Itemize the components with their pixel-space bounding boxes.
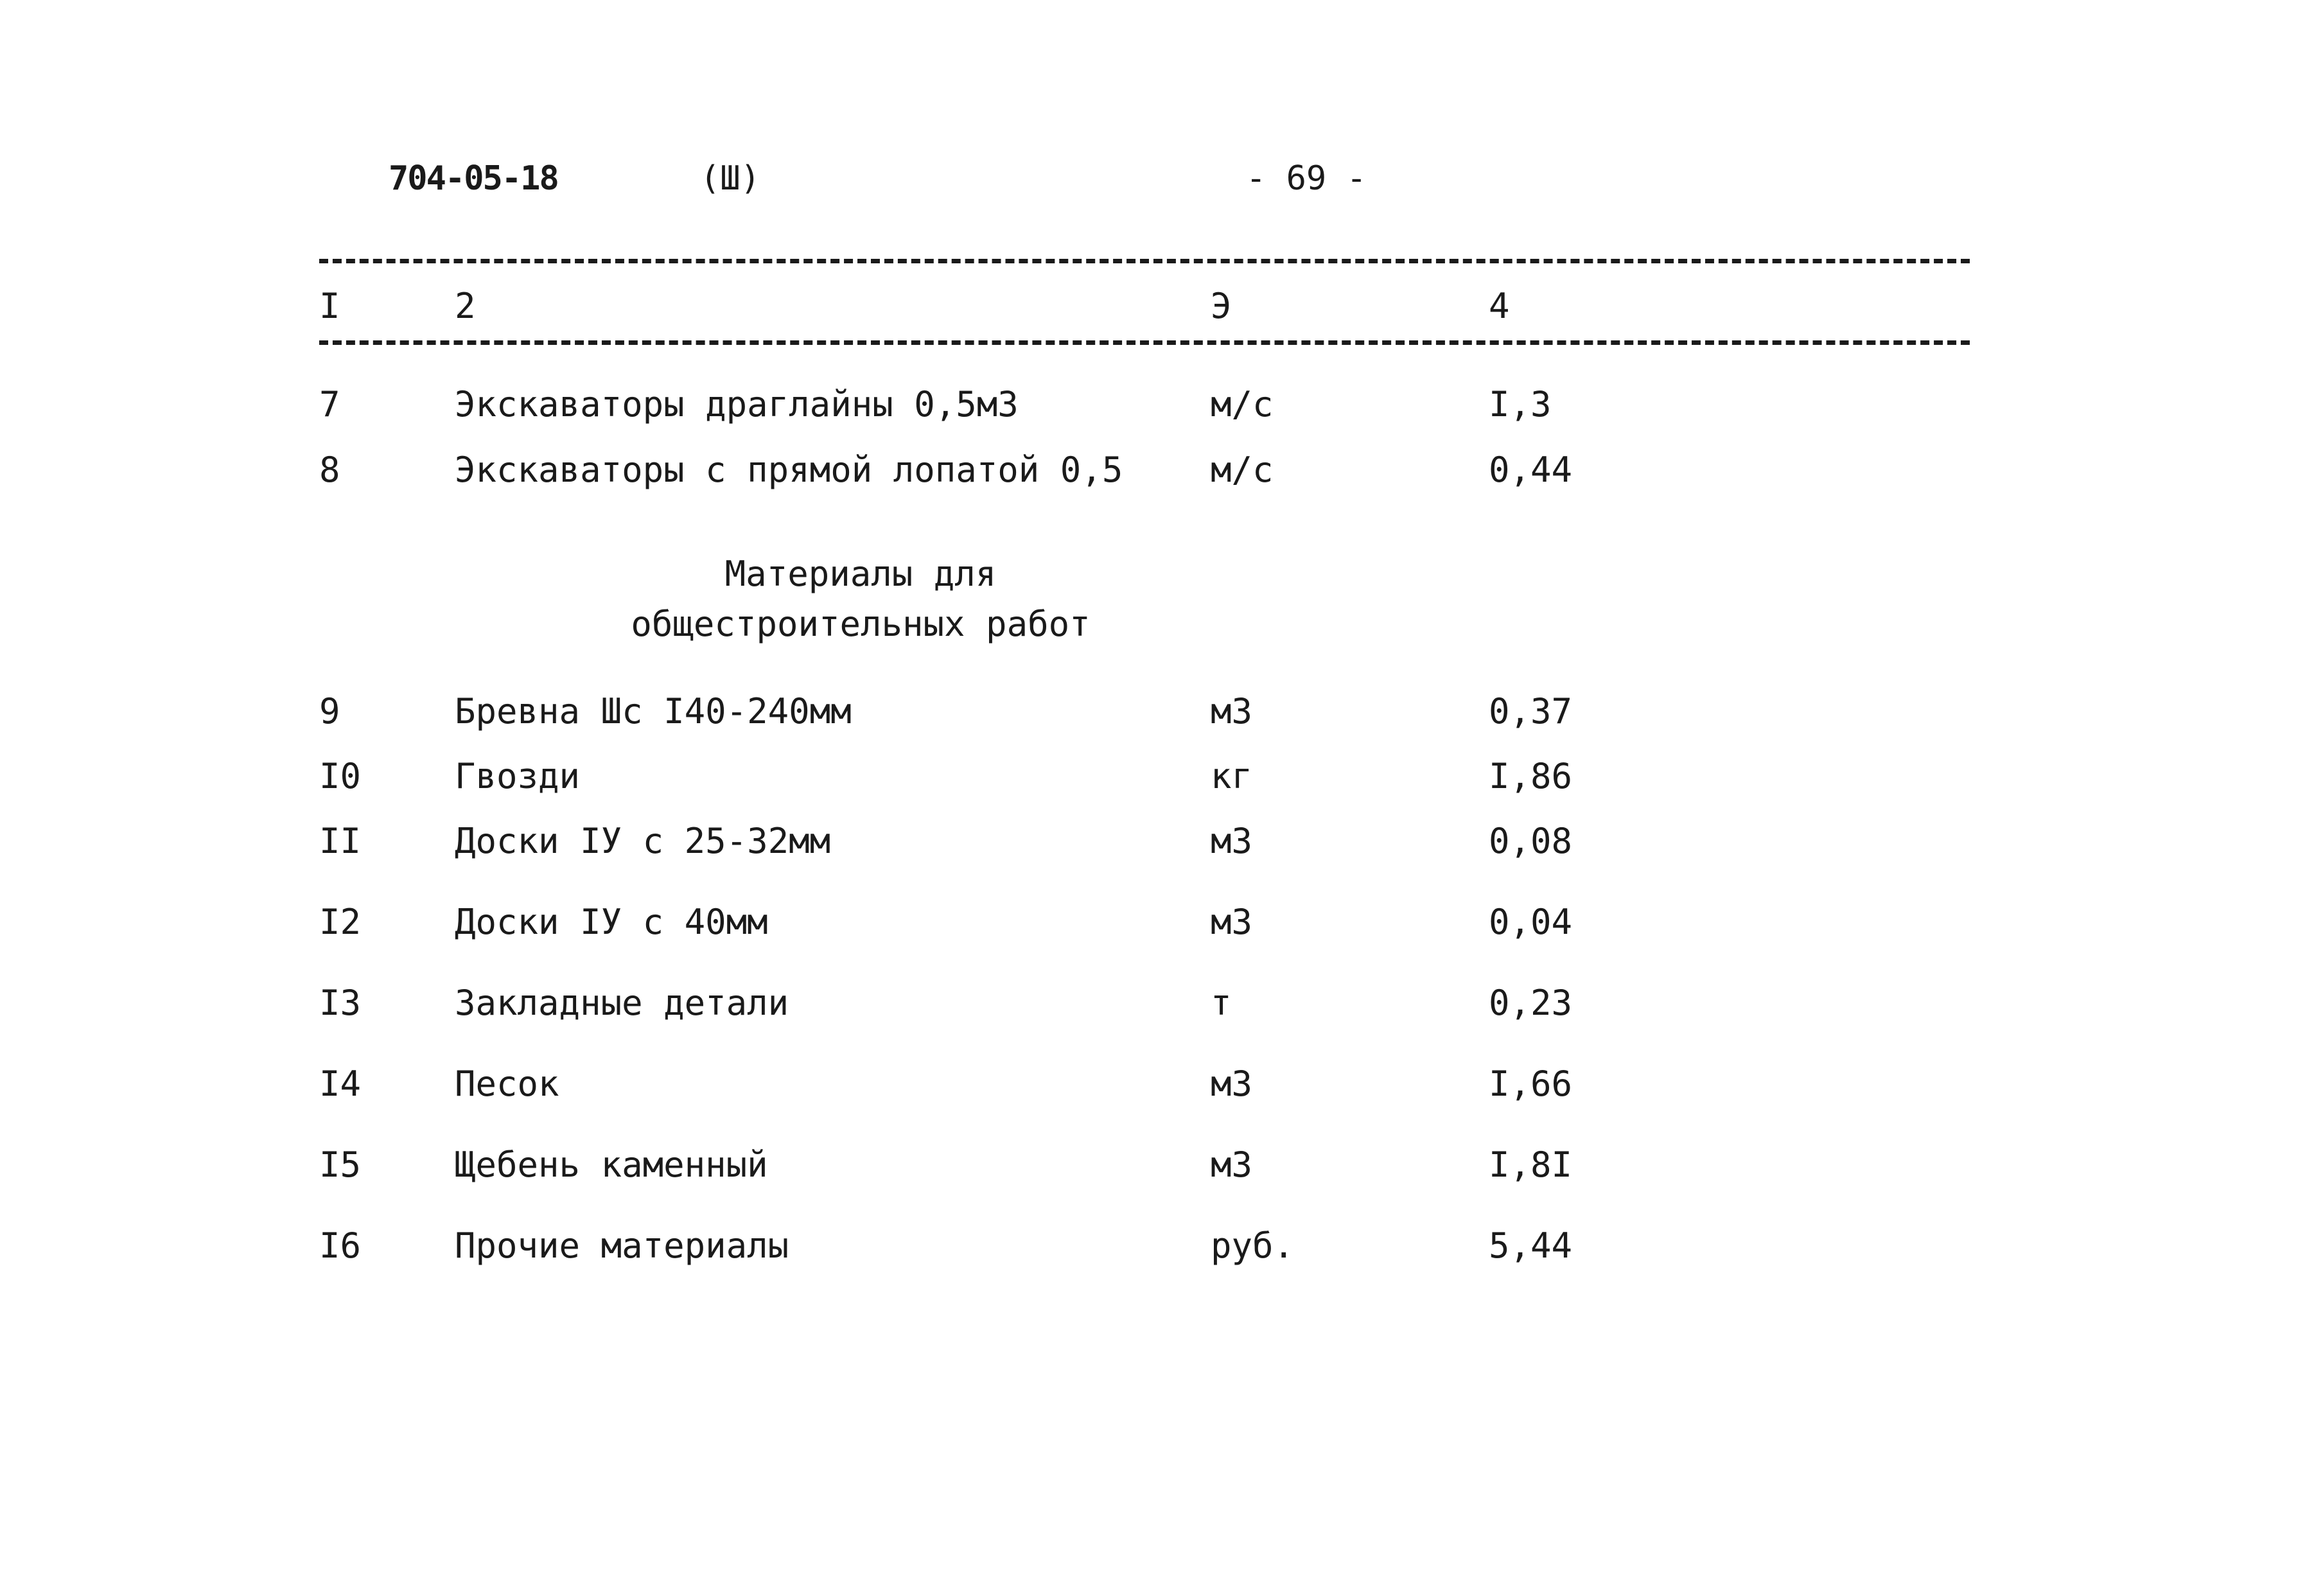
row-value: 0,37 — [1489, 691, 1573, 732]
row-number: I0 — [319, 756, 362, 796]
row-value: 0,44 — [1489, 450, 1573, 490]
table-top-rule — [319, 259, 1970, 263]
row-name: Доски IУ с 40мм — [455, 902, 768, 942]
row-name: Доски IУ с 25-32мм — [455, 821, 831, 861]
row-number: 7 — [319, 384, 340, 425]
row-value: I,3 — [1489, 384, 1552, 425]
document-code: 704-05-18 — [389, 159, 558, 198]
section-heading: Материалы для общестроительных работ — [631, 554, 1091, 644]
row-name: Экскаваторы с прямой лопатой 0,5 — [455, 450, 1123, 490]
table-header-rule — [319, 340, 1970, 345]
row-number: 8 — [319, 450, 340, 490]
row-unit: м3 — [1211, 691, 1253, 732]
row-name: Экскаваторы драглайны 0,5м3 — [455, 384, 1019, 425]
row-number: II — [319, 821, 362, 861]
row-name: Гвозди — [455, 756, 581, 796]
row-unit: м/с — [1211, 450, 1274, 490]
row-value: I,66 — [1489, 1064, 1573, 1104]
row-number: I6 — [319, 1225, 362, 1266]
row-name: Щебень каменный — [455, 1144, 768, 1185]
row-name: Песок — [455, 1064, 559, 1104]
row-name: Прочие материалы — [455, 1225, 789, 1266]
row-number: I5 — [319, 1144, 362, 1185]
row-value: 0,23 — [1489, 983, 1573, 1023]
column-header-4: 4 — [1489, 286, 1510, 326]
row-value: I,86 — [1489, 756, 1573, 796]
row-number: I3 — [319, 983, 362, 1023]
row-number: I4 — [319, 1064, 362, 1104]
row-unit: м3 — [1211, 902, 1253, 942]
column-header-1: I — [319, 286, 340, 326]
row-value: 5,44 — [1489, 1225, 1573, 1266]
page-number: - 69 - — [1246, 159, 1367, 198]
column-header-3: Э — [1211, 286, 1232, 326]
sheet-number: (Ш) — [700, 159, 760, 198]
row-unit: м3 — [1211, 821, 1253, 861]
row-value: I,8I — [1489, 1144, 1573, 1185]
row-unit: кг — [1211, 756, 1253, 796]
row-unit: м3 — [1211, 1064, 1253, 1104]
row-unit: м3 — [1211, 1144, 1253, 1185]
row-unit: м/с — [1211, 384, 1274, 425]
row-unit: т — [1211, 983, 1232, 1023]
row-number: I2 — [319, 902, 362, 942]
row-value: 0,08 — [1489, 821, 1573, 861]
row-name: Закладные детали — [455, 983, 789, 1023]
column-header-2: 2 — [455, 286, 476, 326]
row-number: 9 — [319, 691, 340, 732]
row-value: 0,04 — [1489, 902, 1573, 942]
row-unit: руб. — [1211, 1225, 1295, 1266]
row-name: Бревна Шс I40-240мм — [455, 691, 852, 732]
